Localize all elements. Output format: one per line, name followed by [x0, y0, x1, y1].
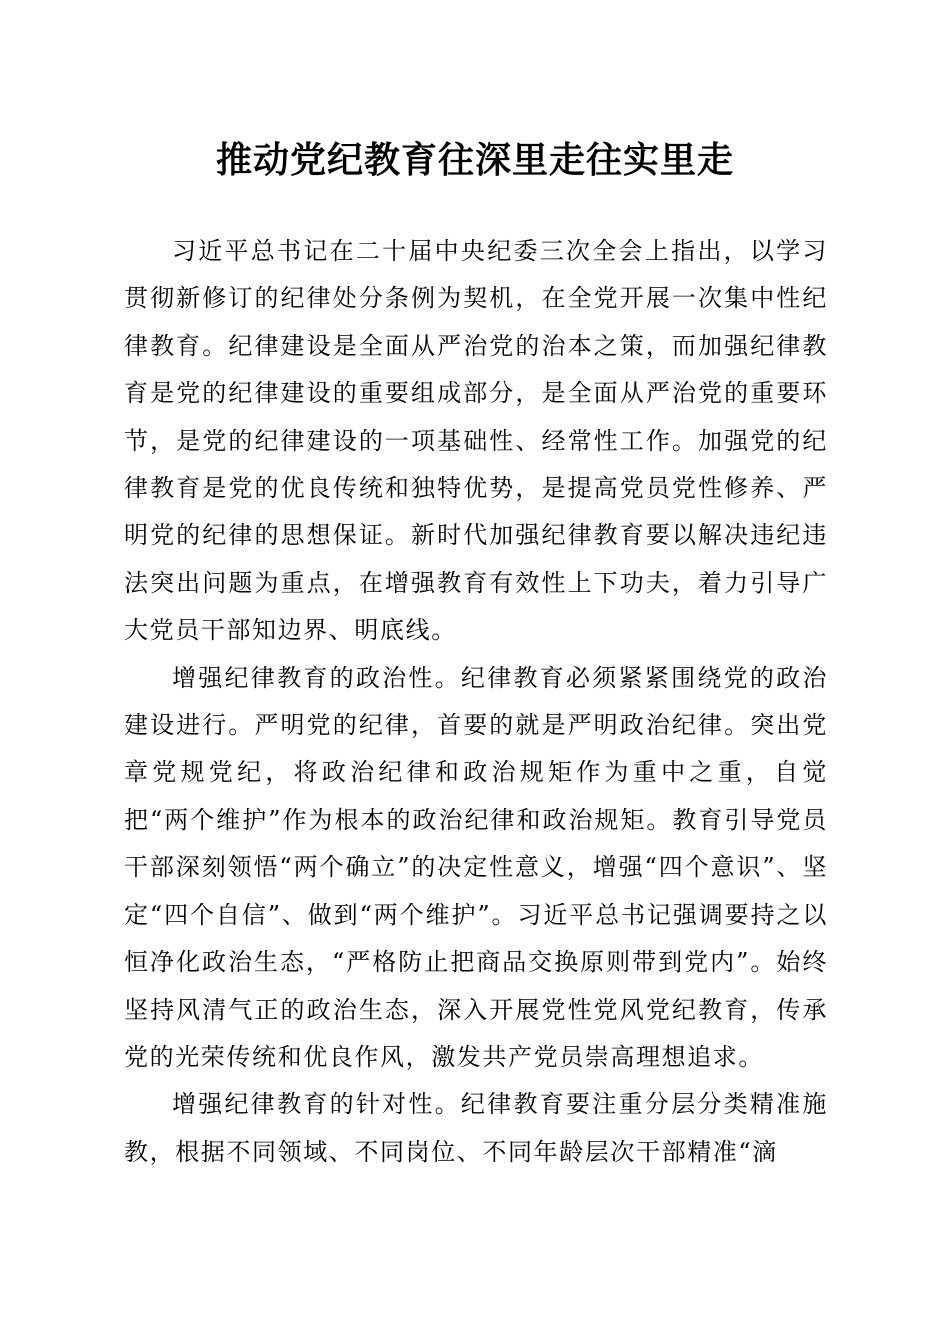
document-body [124, 228, 828, 1176]
paragraph-political: 增强纪律教育的政治性。纪律教育必须紧紧围绕党的政治建设进行。严明党的纪律，首要的就是严明政治纪律。突出党章党规党纪，将政治纪律和政治规矩作为重中之重，自觉把“两个维护”作为根本的政治纪律和政治规矩。教育引导党员干部深刻领悟“两个确立”的决定性意义，增强“四个意识”、坚定“四个自信”、做到“两个维护”。习近平总书记强调要持之以恒净化政治生态，“严格防止把商品交换原则带到党内”。始终坚持风清气正的政治生态，深入开展党性党风党纪教育，传承党的光荣传统和优良作风，激发共产党员崇高理想追求。 [124, 663, 828, 1071]
paragraph-targeted: 增强纪律教育的针对性。纪律教育要注重分层分类精准施教，根据不同领域、不同岗位、不同年龄层次干部精准“滴 [124, 1090, 828, 1166]
paragraph-intro: 习近平总书记在二十届中央纪委三次全会上指出，以学习贯彻新修订的纪律处分条例为契机，在全党开展一次集中性纪律教育。纪律建设是全面从严治党的治本之策，而加强纪律教育是党的纪律建设的重要组成部分，是全面从严治党的重要环节，是党的纪律建设的一项基础性、经常性工作。加强党的纪律教育是党的优良传统和独特优势，是提高党员党性修养、严明党的纪律的思想保证。新时代加强纪律教育要以解决违纪违法突出问题为重点，在增强教育有效性上下功夫，着力引导广大党员干部知边界、明底线。 [124, 237, 828, 645]
document-title: 推动党纪教育往深里走往实里走 [215, 139, 734, 181]
